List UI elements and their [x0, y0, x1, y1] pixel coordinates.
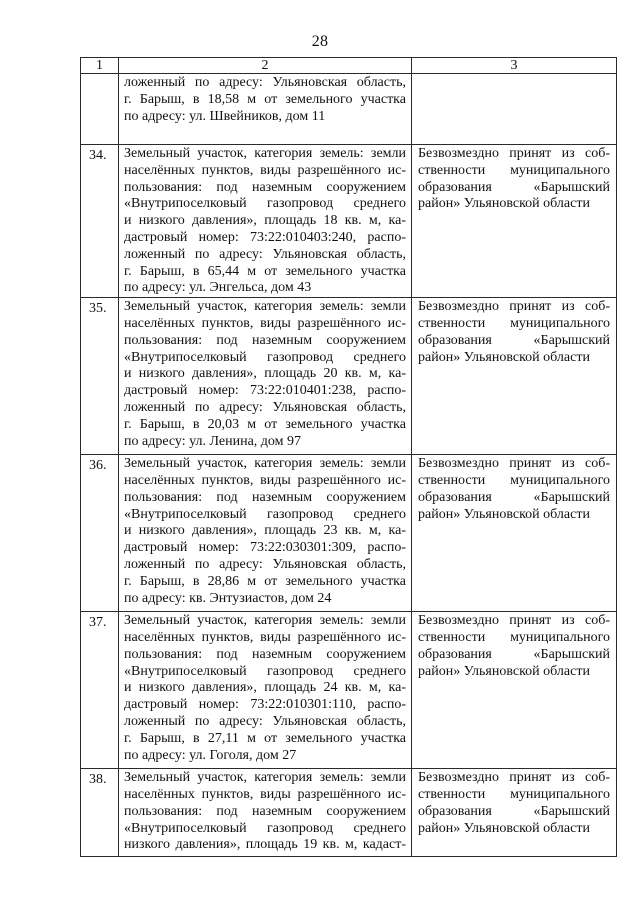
description-line: дастровый номер: 73:22:030301:309, распо- [124, 540, 406, 556]
status-line: ственности муниципального [418, 472, 610, 488]
description-line: по адресу: ул. Ленина, дом 97 [124, 433, 302, 449]
description-line: и низкого давления», площадь 20 кв. м, ка- [124, 366, 406, 382]
status-line: Безвозмездно принят из соб- [418, 299, 610, 315]
status-line: образования «Барышский [418, 803, 610, 819]
description-line: «Внутрипоселковый газопровод среднего [124, 820, 406, 836]
description-line: населённых пунктов, виды разрешённого ис- [124, 315, 406, 331]
description-line: г. Барыш, в 18,58 м от земельного участка [124, 91, 406, 107]
row-number: 37. [81, 612, 119, 769]
status-line: район» Ульяновской области [418, 663, 590, 679]
description-line: пользования: под наземным сооружением [124, 179, 406, 195]
row-status [412, 769, 617, 857]
description-line: по адресу: кв. Энтузиастов, дом 24 [124, 590, 332, 606]
row-number: 38. [81, 769, 119, 857]
column-header-status: 3 [412, 58, 617, 74]
description-line: дастровый номер: 73:22:010401:238, распо- [124, 383, 406, 399]
description-line: низкого давления», площадь 19 кв. м, кадаст- [124, 837, 406, 853]
description-line: по адресу: ул. Швейников, дом 11 [124, 108, 326, 124]
description-line: населённых пунктов, виды разрешённого ис- [124, 629, 406, 645]
description-line: «Внутрипоселковый газопровод среднего [124, 349, 406, 365]
status-line: Безвозмездно принят из соб- [418, 770, 610, 786]
status-line: район» Ульяновской области [418, 506, 590, 522]
description-line: г. Барыш, в 27,11 м от земельного участка [124, 730, 406, 746]
description-line: г. Барыш, в 20,03 м от земельного участка [124, 416, 406, 432]
table-row [81, 145, 617, 298]
row-number-cell [81, 74, 119, 145]
page-number: 28 [311, 33, 329, 50]
description-line: «Внутрипоселковый газопровод среднего [124, 506, 406, 522]
table-row [81, 298, 617, 455]
description-line: Земельный участок, категория земель: земли [124, 770, 406, 786]
description-line: ложенный по адресу: Ульяновская область, [124, 399, 406, 415]
row-number: 36. [81, 455, 119, 612]
description-line: и низкого давления», площадь 24 кв. м, ка- [124, 680, 406, 696]
description-line: пользования: под наземным сооружением [124, 332, 406, 348]
table-row [81, 769, 617, 857]
description-line: ложенный по адресу: Ульяновская область, [124, 556, 406, 572]
row-description [119, 298, 412, 455]
description-line: и низкого давления», площадь 23 кв. м, ка- [124, 523, 406, 539]
status-line: ственности муниципального [418, 786, 610, 802]
description-line: ложенный по адресу: Ульяновская область, [124, 75, 406, 90]
table-row-continuation [81, 74, 617, 145]
table-row [81, 455, 617, 612]
description-line: пользования: под наземным сооружением [124, 489, 406, 505]
status-line: ственности муниципального [418, 162, 610, 178]
status-line: образования «Барышский [418, 646, 610, 662]
description-line: Земельный участок, категория земель: земли [124, 613, 406, 629]
status-line: образования «Барышский [418, 489, 610, 505]
status-line: ственности муниципального [418, 629, 610, 645]
description-line: Земельный участок, категория земель: земли [124, 299, 406, 315]
description-line: пользования: под наземным сооружением [124, 803, 406, 819]
description-line: по адресу: ул. Энгельса, дом 43 [124, 280, 312, 296]
status-line: Безвозмездно принят из соб- [418, 456, 610, 472]
description-line: и низкого давления», площадь 18 кв. м, ка- [124, 213, 406, 229]
row-status [412, 612, 617, 769]
table-header-row [81, 58, 617, 74]
status-line: образования «Барышский [418, 332, 610, 348]
status-line: Безвозмездно принят из соб- [418, 146, 610, 161]
description-line: пользования: под наземным сооружением [124, 646, 406, 662]
row-status [412, 455, 617, 612]
status-line: Безвозмездно принят из соб- [418, 613, 610, 629]
description-line: дастровый номер: 73:22:010403:240, распо- [124, 229, 406, 245]
description-line: населённых пунктов, виды разрешённого ис- [124, 162, 406, 178]
column-header-description: 2 [119, 58, 412, 74]
row-number: 35. [81, 298, 119, 455]
description-line: населённых пунктов, виды разрешённого ис- [124, 472, 406, 488]
row-status [412, 145, 617, 298]
status-line: район» Ульяновской области [418, 196, 590, 212]
row-description [119, 455, 412, 612]
row-status [412, 74, 617, 145]
row-description [119, 145, 412, 298]
description-line: Земельный участок, категория земель: земли [124, 456, 406, 472]
description-line: г. Барыш, в 28,86 м от земельного участка [124, 573, 406, 589]
status-line: ственности муниципального [418, 315, 610, 331]
table-row [81, 612, 617, 769]
description-line: ложенный по адресу: Ульяновская область, [124, 713, 406, 729]
description-line: Земельный участок, категория земель: земли [124, 146, 406, 161]
description-line: по адресу: ул. Гоголя, дом 27 [124, 747, 297, 763]
status-line: район» Ульяновской области [418, 349, 590, 365]
description-line: «Внутрипоселковый газопровод среднего [124, 196, 406, 212]
row-number: 34. [81, 145, 119, 298]
description-line: дастровый номер: 73:22:010301:110, распо- [124, 697, 406, 713]
description-line: «Внутрипоселковый газопровод среднего [124, 663, 406, 679]
row-description [119, 769, 412, 857]
column-header-number: 1 [81, 58, 119, 74]
status-line: район» Ульяновской области [418, 820, 590, 836]
property-registry-table [80, 57, 617, 857]
status-line: образования «Барышский [418, 179, 610, 195]
description-line: ложенный по адресу: Ульяновская область, [124, 246, 406, 262]
row-description [119, 612, 412, 769]
row-description [119, 74, 412, 145]
row-status [412, 298, 617, 455]
description-line: г. Барыш, в 65,44 м от земельного участка [124, 263, 406, 279]
description-line: населённых пунктов, виды разрешённого ис- [124, 786, 406, 802]
